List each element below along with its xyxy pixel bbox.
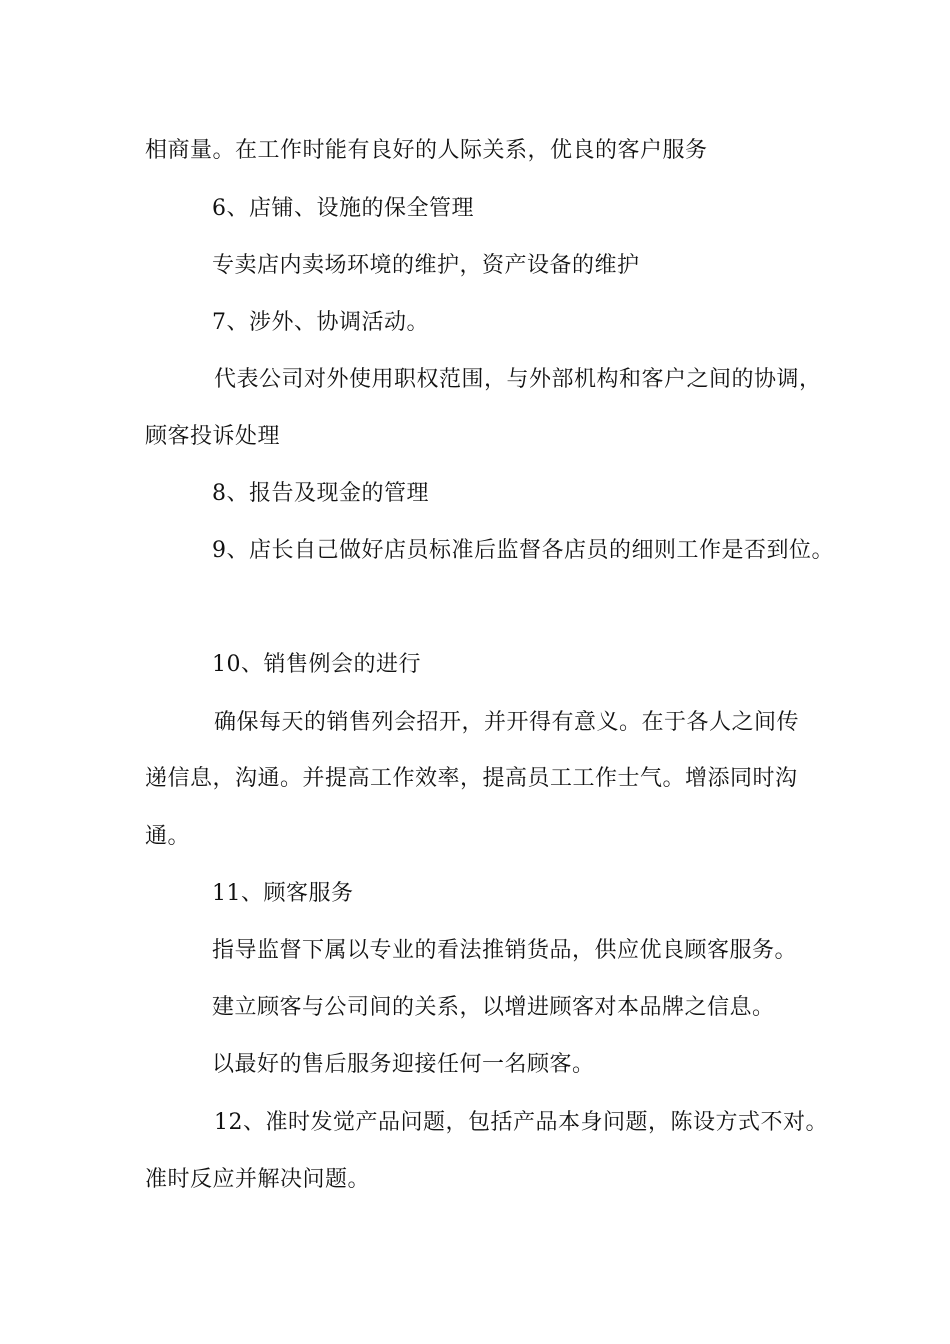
paragraph-line: 建立顾客与公司间的关系，以增进顾客对本品牌之信息。 bbox=[212, 995, 775, 1020]
section-heading: 7、涉外、协调活动。 bbox=[212, 310, 429, 335]
paragraph-line: 专卖店内卖场环境的维护，资产设备的维护 bbox=[212, 253, 640, 278]
section-heading: 10、销售例会的进行 bbox=[212, 652, 421, 677]
paragraph-line: 指导监督下属以专业的看法推销货品，供应优良顾客服务。 bbox=[212, 938, 798, 963]
paragraph-line: 代表公司对外使用职权范围，与外部机构和客户之间的协调， bbox=[214, 367, 822, 392]
section-heading: 12、准时发觉产品问题，包括产品本身问题，陈设方式不对。 bbox=[214, 1110, 828, 1135]
paragraph-line: 确保每天的销售列会招开，并开得有意义。在于各人之间传 bbox=[214, 710, 800, 735]
section-heading: 8、报告及现金的管理 bbox=[212, 481, 429, 506]
paragraph-line: 顾客投诉处理 bbox=[145, 424, 281, 449]
section-heading: 11、顾客服务 bbox=[212, 881, 354, 906]
paragraph-line: 相商量。在工作时能有良好的人际关系，优良的客户服务 bbox=[145, 138, 708, 163]
paragraph-line: 递信息，沟通。并提高工作效率，提高员工工作士气。增添同时沟 bbox=[145, 766, 798, 791]
paragraph-line: 准时反应并解决问题。 bbox=[145, 1167, 371, 1192]
section-heading: 9、店长自己做好店员标准后监督各店员的细则工作是否到位。 bbox=[212, 538, 834, 563]
paragraph-line: 以最好的售后服务迎接任何一名顾客。 bbox=[212, 1052, 595, 1077]
section-heading: 6、店铺、设施的保全管理 bbox=[212, 196, 474, 221]
paragraph-line: 通。 bbox=[145, 824, 191, 849]
